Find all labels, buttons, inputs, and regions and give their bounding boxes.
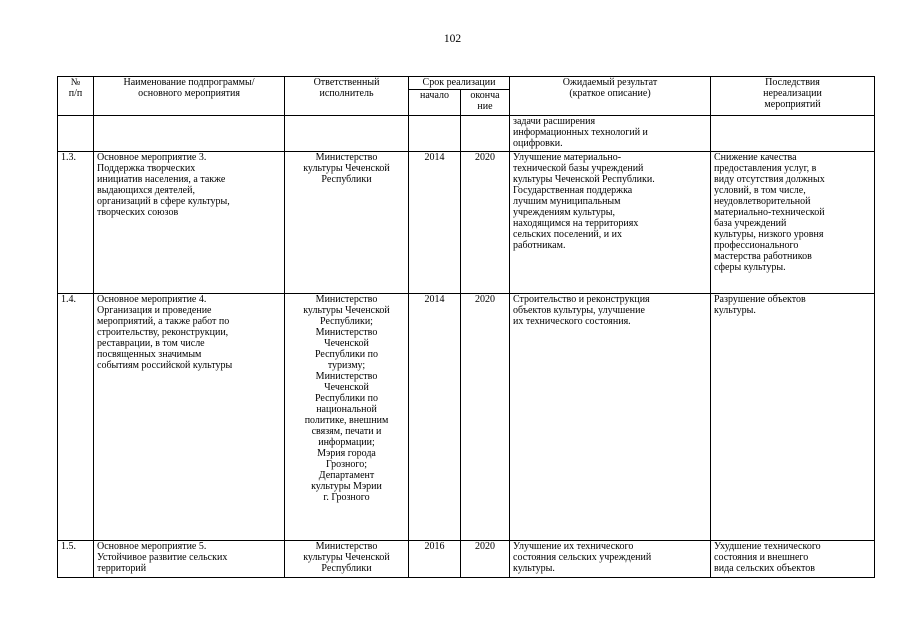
header-result: Ожидаемый результат (краткое описание) — [510, 77, 711, 116]
row-executor: Министерство культуры Чеченской Республики — [285, 152, 409, 294]
row-start: 2014 — [409, 152, 461, 294]
header-name: Наименование подпрограммы/ основного мероприятия — [94, 77, 285, 116]
page-number: 102 — [443, 33, 462, 45]
header-consequences: Последствия нереализации мероприятий — [711, 77, 875, 116]
row-consequences: Снижение качества предоставления услуг, в виду отсутствия должных условий, в том числе, неудовлетворительной материально-технической база учреждений культуры, низкого уровня профессионального мастерства работников сферы культуры. — [711, 152, 875, 294]
row-name: Основное мероприятие 4. Организация и проведение мероприятий, а также работ по строительству, реконструкции, реставрации, в том числе посвященных значимым событиям российской культуры — [94, 294, 285, 541]
row-result: Строительство и реконструкция объектов культуры, улучшение их технического состояния. — [510, 294, 711, 541]
row-name — [94, 116, 285, 152]
header-num: № п/п — [58, 77, 94, 116]
row-start: 2016 — [409, 541, 461, 578]
program-table — [57, 76, 875, 578]
header-period: Срок реализации — [409, 77, 510, 90]
row-end: 2020 — [461, 541, 510, 578]
row-executor — [285, 116, 409, 152]
header-start: начало — [409, 90, 461, 116]
row-consequences: Разрушение объектов культуры. — [711, 294, 875, 541]
table-row — [58, 541, 875, 578]
row-num: 1.4. — [58, 294, 94, 541]
row-executor: Министерство культуры Чеченской Республики; Министерство Чеченской Республики по туризму; Министерство Чеченской Республики по национальной политике, внешним связям, печати и информации; Мэрия города Грозного; Департамент культуры Мэрии г. Грозного — [285, 294, 409, 541]
row-result: Улучшение их технического состояния сельских учреждений культуры. — [510, 541, 711, 578]
row-end — [461, 116, 510, 152]
table-row — [58, 152, 875, 294]
header-executor: Ответственный исполнитель — [285, 77, 409, 116]
row-result: задачи расширения информационных технологий и оцифровки. — [510, 116, 711, 152]
table-row — [58, 116, 875, 152]
row-start — [409, 116, 461, 152]
row-consequences: Ухудшение технического состояния и внешнего вида сельских объектов — [711, 541, 875, 578]
row-num — [58, 116, 94, 152]
row-num: 1.3. — [58, 152, 94, 294]
header-end: оконча ние — [461, 90, 510, 116]
row-end: 2020 — [461, 294, 510, 541]
row-executor: Министерство культуры Чеченской Республики — [285, 541, 409, 578]
row-end: 2020 — [461, 152, 510, 294]
row-num: 1.5. — [58, 541, 94, 578]
row-name: Основное мероприятие 5. Устойчивое развитие сельских территорий — [94, 541, 285, 578]
row-start: 2014 — [409, 294, 461, 541]
table-row — [58, 294, 875, 541]
row-consequences — [711, 116, 875, 152]
row-name: Основное мероприятие 3. Поддержка творческих инициатив населения, а также выдающихся деятелей, организаций в сфере культуры, творческих союзов — [94, 152, 285, 294]
row-result: Улучшение материально- технической базы учреждений культуры Чеченской Республики. Государственная поддержка лучшим муниципальным учреждениям культуры, находящимся на территориях сельских поселений, и их работникам. — [510, 152, 711, 294]
